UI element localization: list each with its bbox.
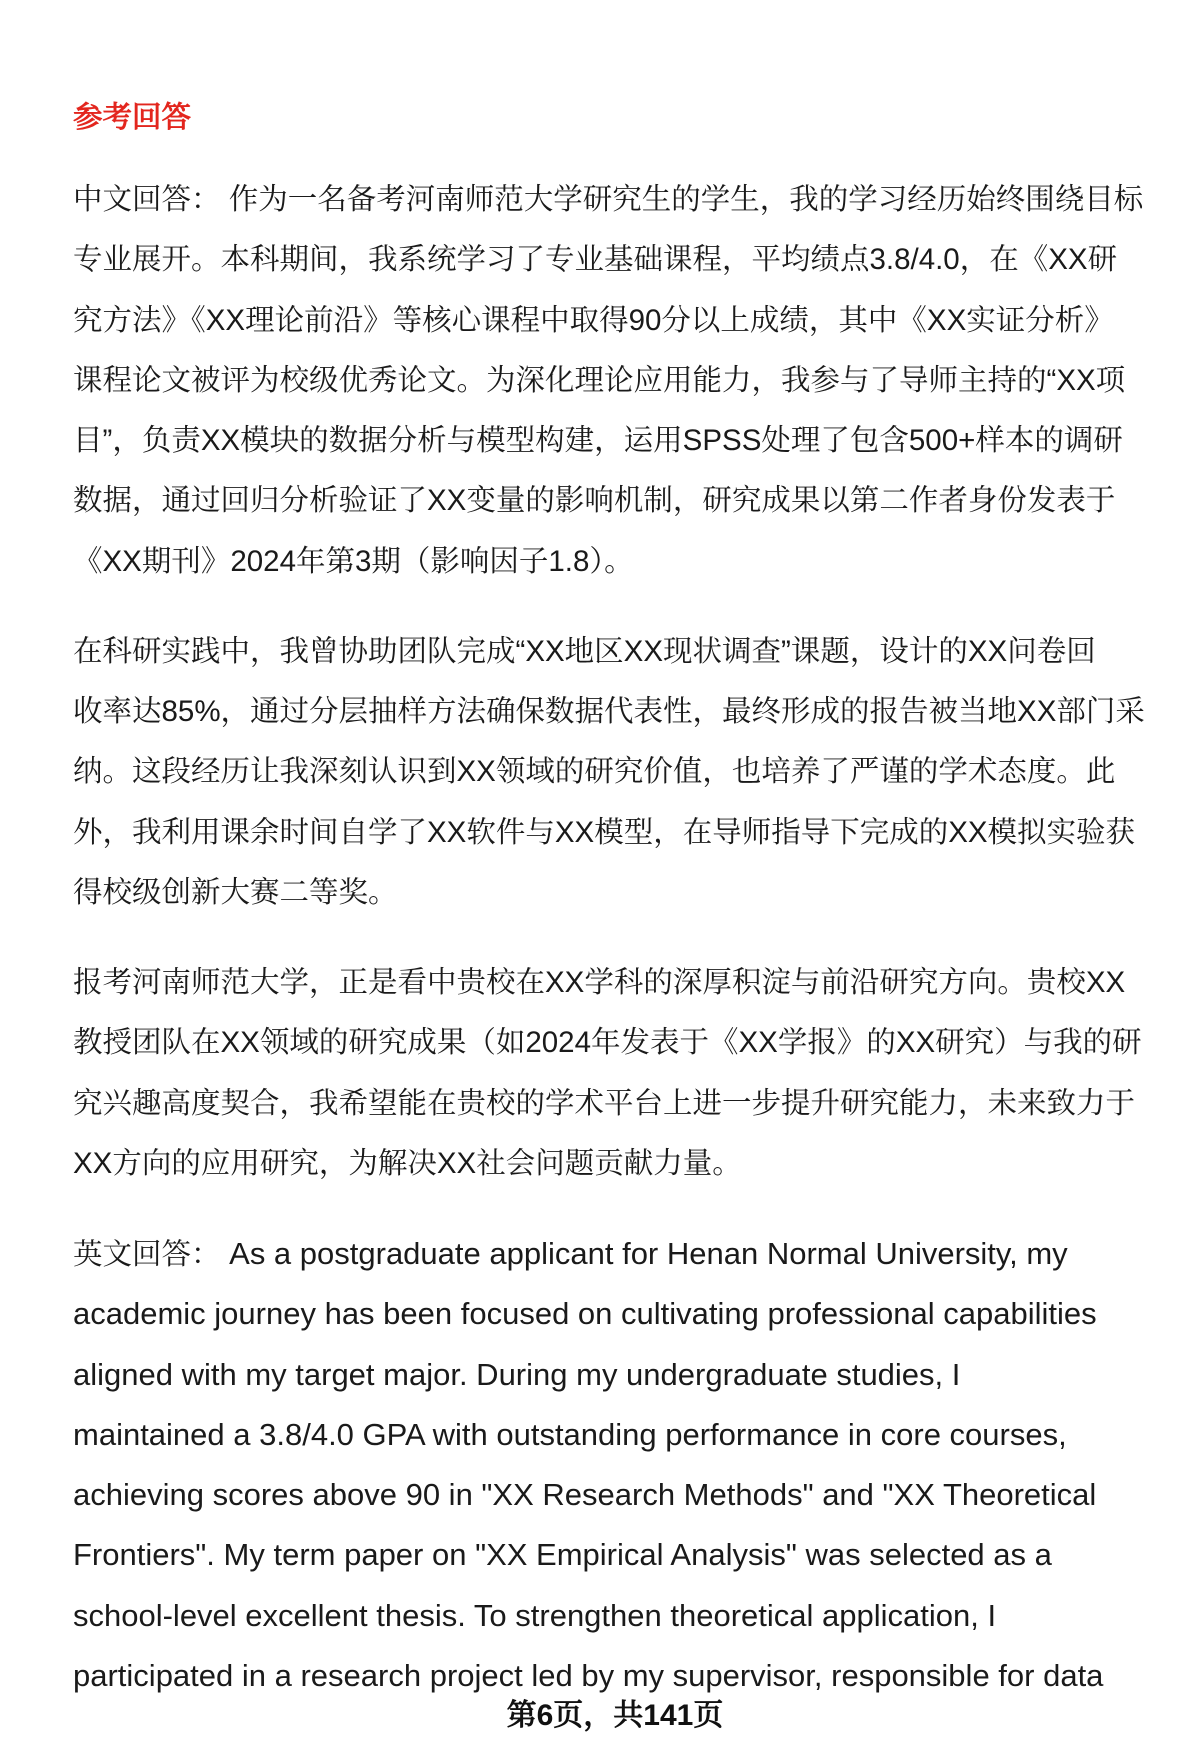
answer-line (73, 1224, 1157, 1284)
answer-line: Frontiers". My term paper on "XX Empirical Analysis" was selected as a (73, 1537, 1052, 1573)
answer-line-text: 作为一名备考河南师范大学研究生的学生，我的学习经历始终围绕目标 (228, 183, 1144, 216)
answer-line: 究方法》《XX理论前沿》等核心课程中取得90分以上成绩，其中《XX实证分析》 (73, 303, 1114, 337)
answer-line: 究兴趣高度契合，我希望能在贵校的学术平台上进一步提升研究能力，未来致力于 (73, 1086, 1136, 1120)
answer-line: academic journey has been focused on cultivating professional capabilities (73, 1296, 1097, 1332)
chinese-answer-label: 中文回答： (73, 183, 221, 216)
english-answer-paragraph (73, 1224, 1157, 1706)
answer-line: 数据，通过回归分析验证了XX变量的影响机制，研究成果以第二作者身份发表于 (73, 484, 1116, 518)
answer-line: achieving scores above 90 in "XX Research Methods" and "XX Theoretical (73, 1477, 1097, 1512)
section-heading: 参考回答 (73, 101, 192, 134)
chinese-answer-paragraph (73, 170, 1157, 592)
page-number: 第6页，共141页 (506, 1699, 724, 1732)
answer-line: 目”，负责XX模块的数据分析与模型构建，运用SPSS处理了包含500+样本的调研 (73, 424, 1123, 457)
answer-line: 在科研实践中，我曾协助团队完成“XX地区XX现状调查”课题，设计的XX问卷回 (73, 634, 1096, 668)
answer-line-text: As a postgraduate applicant for Henan Normal University, my (229, 1236, 1068, 1271)
answer-line: participated in a research project led by my supervisor, responsible for data (73, 1657, 1104, 1693)
answer-line: 教授团队在XX领域的研究成果（如2024年发表于《XX学报》的XX研究）与我的研 (73, 1026, 1142, 1060)
english-answer-label: 英文回答： (73, 1238, 221, 1271)
answer-line (73, 170, 1157, 230)
answer-line: school-level excellent thesis. To strengthen theoretical application, I (73, 1597, 997, 1633)
chinese-answer-paragraph (73, 953, 1157, 1194)
answer-line: 得校级创新大赛二等奖。 (73, 875, 398, 909)
answer-line: 课程论文被评为校级优秀论文。为深化理论应用能力，我参与了导师主持的“XX项 (73, 363, 1126, 397)
answer-line: 报考河南师范大学，正是看中贵校在XX学科的深厚积淀与前沿研究方向。贵校XX (73, 966, 1126, 999)
answer-line: 外，我利用课余时间自学了XX软件与XX模型，在导师指导下完成的XX模拟实验获 (73, 815, 1136, 849)
answer-line: 收率达85%，通过分层抽样方法确保数据代表性，最终形成的报告被当地XX部门采 (73, 695, 1145, 728)
answer-line: 纳。这段经历让我深刻认识到XX领域的研究价值，也培养了严谨的学术态度。此 (73, 755, 1116, 789)
page-content (73, 88, 1157, 1736)
answer-line: aligned with my target major. During my undergraduate studies, I (73, 1356, 961, 1392)
chinese-answer-paragraph (73, 622, 1157, 923)
answer-line: XX方向的应用研究，为解决XX社会问题贡献力量。 (73, 1146, 742, 1180)
answer-line: 专业展开。本科期间，我系统学习了专业基础课程，平均绩点3.8/4.0，在《XX研 (73, 243, 1118, 277)
answer-line: 《XX期刊》2024年第3期（影响因子1.8）。 (73, 544, 634, 578)
answer-line: maintained a 3.8/4.0 GPA with outstanding performance in core courses, (73, 1416, 1067, 1452)
